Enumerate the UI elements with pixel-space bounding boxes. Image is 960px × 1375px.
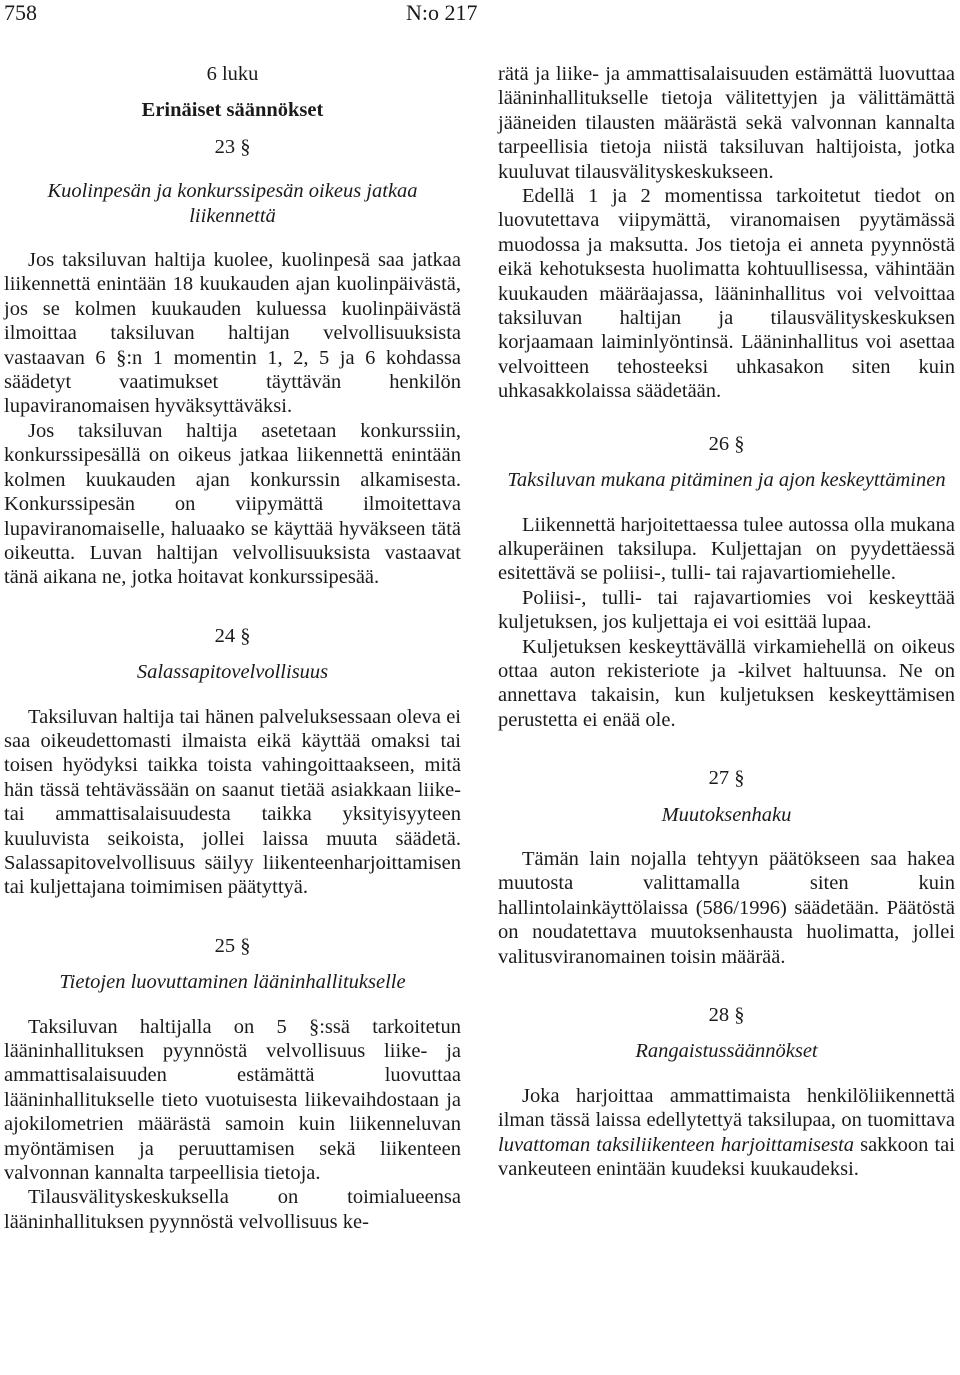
section-25-title: Tietojen luovuttaminen lääninhallitukselle [59, 971, 406, 994]
section-24-paragraph-1: Taksiluvan haltija tai hänen palveluksessaan oleva ei saa oikeudettomasti ilmaista eikä käyttää omaksi tai toisen hyödyksi taikka toista vahingoittaakseen, mitä hän tässä tehtävässään on saanut tietää asiakkaan liike- tai ammattisalaisuudesta taikka yksityisyyteen kuuluvista seikoista, jollei laissa muuta säädetä. Salassapitovelvollisuus säilyy liikenteenharjoittamisen tai kuljettajana toimimisen päätyttyä. [4, 705, 461, 899]
section-25-paragraph-1: Taksiluvan haltijalla on 5 §:ssä tarkoitetun lääninhallituksen pyynnöstä velvollisuus liike- ja ammattisalaisuuden estämättä luovuttaa lääninhallitukselle tieto vuotuisesta liikevaihdostaan ja ajokilometrien määrästä samoin kuin liikenneluvan myöntämisen ja peruuttamisen sekä liikenteen valvonnan kannalta tarpeellisia tietoja. [4, 1015, 461, 1185]
section-28-text-start: Joka harjoittaa ammattimaista henkilöliikennettä ilman tässä laissa edellytettyä taksilupaa, on tuomittava [498, 1084, 955, 1132]
section-26-title: Taksiluvan mukana pitäminen ja ajon keskeyttäminen [507, 469, 946, 492]
section-25-paragraph-2-continued: rätä ja liike- ja ammattisalaisuuden estämättä luovuttaa lääninhallitukselle tietoja välitettyjen ja välittämättä jääneiden tilausten määrästä sekä valvonnan kannalta tarpeellisia tietoja niistä taksiluvan haltijoista, jotka kuuluvat tilausvälityskeskukseen. [498, 63, 955, 183]
right-column [498, 62, 955, 1181]
section-23-number: 23 § [214, 135, 251, 158]
left-column [4, 62, 461, 1234]
section-26-number: 26 § [708, 432, 745, 455]
section-28-text-end: sakkoon tai vankeuteen enintään kuudeksi kuukaudeksi. [498, 1133, 955, 1181]
section-24-title: Salassapitovelvollisuus [136, 661, 329, 684]
section-26-paragraph-2: Poliisi-, tulli- tai rajavartiomies voi keskeyttää kuljetuksen, jos kuljettaja ei voi esittää lupaa. [498, 586, 955, 634]
section-24-number: 24 § [214, 624, 251, 647]
section-23-paragraph-2: Jos taksiluvan haltija asetetaan konkurssiin, konkurssipesällä on oikeus jatkaa liikennettä enintään kolmen kuukauden ajan konkurssin alkamisesta. Konkurssipesän on viipymättä ilmoitettava lupaviranomaiselle, haluaako se käyttää hyväkseen tätä oikeutta. Luvan haltijan velvollisuuksista vastaavat tänä aikana ne, jotka hoitavat konkurssipesää. [4, 419, 461, 589]
section-23-paragraph-1: Jos taksiluvan haltija kuolee, kuolinpesä saa jatkaa liikennettä enintään 18 kuukauden ajan kuolinpäivästä, jos se kolmen kuukauden kuluessa kuolinpäivästä ilmoittaa taksiluvan haltijan velvollisuuksista vastaavan 6 §:n 1 momentin 1, 2, 5 ja 6 kohdassa säädetyt vaatimukset täyttävän henkilön lupaviranomaisen hyväksyttäväksi. [4, 249, 461, 418]
section-23-title: Kuolinpesän ja konkurssipesän oikeus jatkaa liikennettä [47, 180, 418, 227]
issue-number: N:o 217 [406, 0, 478, 25]
section-28-offense-name: luvattoman taksiliikenteen harjoittamisesta [498, 1133, 855, 1156]
section-26-paragraph-1: Liikennettä harjoitettaessa tulee autossa olla mukana alkuperäinen taksilupa. Kuljettajan on pyydettäessä esitettävä se poliisi-, tulli- tai rajavartiomiehelle. [498, 513, 955, 585]
chapter-title: Erinäiset säännökset [141, 99, 324, 122]
section-27-number: 27 § [708, 767, 745, 790]
section-25-paragraph-3: Edellä 1 ja 2 momentissa tarkoitetut tiedot on luovutettava viipymättä, viranomaisen pyytämässä muodossa ja maksutta. Jos tietoja ei anneta pyynnöstä eikä kehotuksesta huolimatta kohtuullisessa, vähintään kuukauden määräajassa, lääninhallitus voi velvoittaa taksiluvan haltijan ja tilausvälityskeskuksen korjaamaan laiminlyöntinsä. Lääninhallitus voi asettaa velvoitteen tehosteeksi uhkasakon siten kuin uhkasakkolaissa säädetään. [498, 185, 955, 403]
section-25-number: 25 § [214, 934, 251, 957]
section-28-title: Rangaistussäännökset [635, 1040, 818, 1063]
section-28-paragraph-1 [498, 1084, 955, 1182]
section-27-title: Muutoksenhaku [661, 803, 792, 826]
section-25-paragraph-2: Tilausvälityskeskuksella on toimialueensa lääninhallituksen pyynnöstä velvollisuus ke- [4, 1186, 461, 1233]
chapter-number: 6 luku [206, 63, 259, 85]
page-header [0, 0, 960, 30]
section-26-paragraph-3: Kuljetuksen keskeyttävällä virkamiehellä on oikeus ottaa auton rekisteriote ja -kilvet haltuunsa. Ne on annettava takaisin, kun kuljetuksen keskeyttämisen perustetta ei enää ole. [498, 635, 955, 731]
section-28-number: 28 § [708, 1004, 745, 1026]
page-number: 758 [4, 0, 37, 25]
section-27-paragraph-1: Tämän lain nojalla tehtyyn päätökseen saa hakea muutosta valittamalla siten kuin hallintolainkäyttölaissa (586/1996) säädetään. Päätöstä on noudatettava muutoksenhausta huolimatta, jollei valitusviranomainen toisin määrää. [498, 847, 955, 968]
